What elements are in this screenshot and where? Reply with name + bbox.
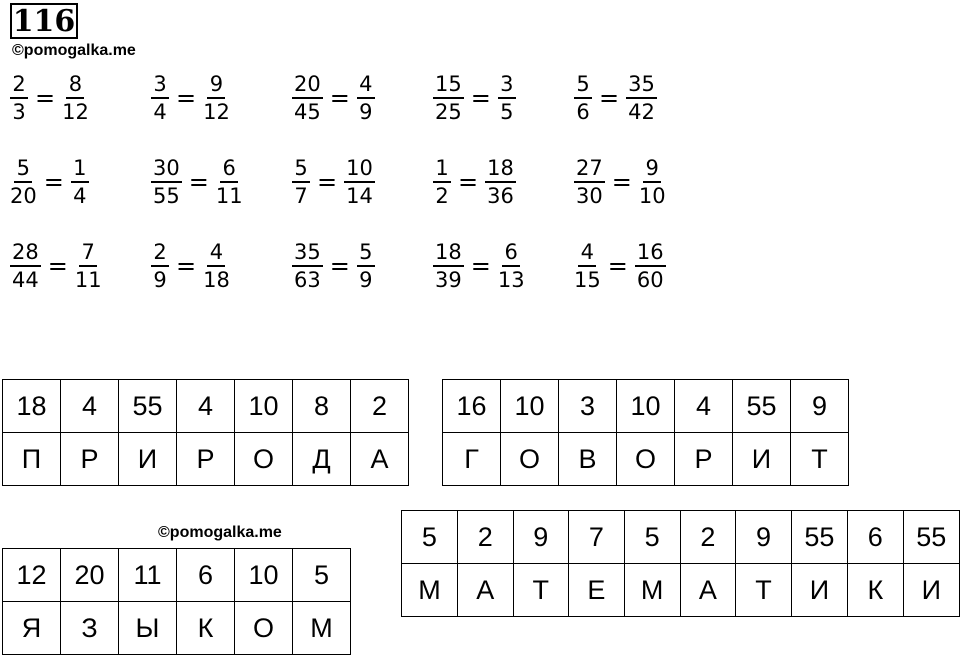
letter-cell: И	[119, 433, 177, 486]
fraction	[290, 71, 325, 125]
number-cell: 20	[61, 549, 119, 602]
letter-cell: Р	[177, 433, 235, 486]
equals-sign: =	[470, 84, 491, 112]
letter-cell: К	[848, 564, 903, 617]
numerator: 18	[433, 239, 464, 267]
numerator: 5	[574, 71, 592, 99]
denominator: 4	[153, 100, 167, 124]
numerator: 7	[79, 239, 97, 267]
denominator: 9	[153, 268, 167, 292]
equals-sign: =	[607, 252, 628, 280]
denominator: 6	[576, 100, 590, 124]
number-cell: 10	[235, 549, 293, 602]
number-cell: 18	[3, 380, 61, 433]
letter-cell: И	[733, 433, 791, 486]
letter-cell: И	[791, 564, 847, 617]
numerator: 20	[292, 71, 323, 99]
fraction	[69, 155, 91, 209]
numerator: 6	[502, 239, 520, 267]
number-cell: 12	[3, 549, 61, 602]
letter-cell: О	[235, 433, 293, 486]
numbers-row	[3, 380, 409, 433]
denominator: 42	[628, 100, 655, 124]
number-cell: 2	[457, 511, 513, 564]
letters-row	[3, 602, 351, 655]
number-cell: 7	[569, 511, 625, 564]
denominator: 55	[153, 184, 180, 208]
denominator: 14	[346, 184, 373, 208]
number-cell: 4	[177, 380, 235, 433]
denominator: 60	[636, 268, 664, 292]
fraction	[355, 71, 377, 125]
letters-row	[3, 433, 409, 486]
fraction-equality	[8, 234, 104, 298]
denominator: 5	[500, 100, 514, 124]
cipher-table-priroda	[2, 379, 409, 486]
fraction	[201, 239, 232, 293]
fraction	[496, 239, 527, 293]
fraction	[149, 239, 171, 293]
number-cell: 5	[402, 511, 458, 564]
fraction-equality	[290, 234, 377, 298]
fraction	[60, 71, 91, 125]
fraction	[496, 71, 518, 125]
letter-cell: Е	[569, 564, 625, 617]
equals-sign: =	[329, 252, 350, 280]
letter-cell: П	[3, 433, 61, 486]
letters-row	[443, 433, 849, 486]
cipher-table-yazykom	[2, 548, 351, 655]
fraction	[572, 71, 594, 125]
number-cell: 10	[617, 380, 675, 433]
fraction	[149, 155, 184, 209]
equals-sign: =	[470, 252, 491, 280]
letter-cell: Т	[513, 564, 569, 617]
letter-cell: В	[559, 433, 617, 486]
number-cell: 10	[501, 380, 559, 433]
fraction	[201, 71, 232, 125]
fraction-equality	[8, 66, 91, 130]
equals-sign: =	[317, 168, 338, 196]
numerator: 4	[357, 71, 375, 99]
watermark: ©pomogalka.me	[158, 524, 282, 541]
numerator: 16	[635, 239, 666, 267]
equals-sign: =	[611, 168, 632, 196]
number-cell: 8	[293, 380, 351, 433]
equals-sign: =	[599, 84, 620, 112]
denominator: 39	[435, 268, 462, 292]
letter-cell: Р	[61, 433, 119, 486]
denominator: 12	[62, 100, 89, 124]
numerator: 30	[151, 155, 182, 183]
equals-sign: =	[329, 84, 350, 112]
letter-cell: Г	[443, 433, 501, 486]
number-cell: 55	[733, 380, 791, 433]
fraction	[355, 239, 377, 293]
fraction	[73, 239, 104, 293]
numerator: 1	[433, 155, 451, 183]
denominator: 4	[73, 184, 87, 208]
fraction-equality	[572, 66, 659, 130]
equals-sign: =	[35, 84, 56, 112]
fraction	[431, 71, 466, 125]
number-cell: 55	[119, 380, 177, 433]
fraction-equality	[8, 150, 91, 214]
denominator: 2	[435, 184, 449, 208]
fraction-equality	[431, 234, 527, 298]
number-cell: 5	[293, 549, 351, 602]
numerator: 2	[151, 239, 169, 267]
fraction-equality	[572, 150, 668, 214]
letter-cell: К	[177, 602, 235, 655]
numbers-row	[402, 511, 960, 564]
fraction	[8, 239, 43, 293]
numerator: 10	[344, 155, 375, 183]
denominator: 7	[294, 184, 308, 208]
letter-cell: Т	[791, 433, 849, 486]
fraction-equality	[431, 150, 518, 214]
fraction	[290, 155, 312, 209]
denominator: 20	[10, 184, 37, 208]
fraction	[149, 71, 171, 125]
numerator: 5	[14, 155, 32, 183]
letter-cell: Д	[293, 433, 351, 486]
numerator: 35	[292, 239, 323, 267]
equals-sign: =	[43, 168, 64, 196]
letter-cell: М	[402, 564, 458, 617]
letter-cell: М	[624, 564, 680, 617]
equals-sign: =	[47, 252, 68, 280]
denominator: 30	[576, 184, 603, 208]
denominator: 18	[203, 268, 230, 292]
number-cell: 16	[443, 380, 501, 433]
denominator: 13	[497, 268, 525, 292]
denominator: 36	[487, 184, 514, 208]
denominator: 9	[359, 100, 373, 124]
denominator: 25	[435, 100, 462, 124]
number-cell: 11	[119, 549, 177, 602]
numerator: 6	[220, 155, 238, 183]
fraction-equality	[149, 234, 232, 298]
equals-sign: =	[176, 84, 197, 112]
numerator: 4	[207, 239, 225, 267]
fraction	[633, 239, 668, 293]
fraction	[431, 239, 466, 293]
numerator: 5	[357, 239, 375, 267]
fraction	[572, 239, 603, 293]
cipher-table-matematiki	[401, 510, 960, 617]
numerator: 35	[626, 71, 657, 99]
fraction-equality	[290, 66, 377, 130]
numerator: 9	[207, 71, 225, 99]
number-cell: 9	[513, 511, 569, 564]
letter-cell: И	[903, 564, 959, 617]
number-cell: 55	[791, 511, 847, 564]
denominator: 44	[12, 268, 39, 292]
letter-cell: Ы	[119, 602, 177, 655]
letter-cell: А	[680, 564, 736, 617]
equals-sign: =	[458, 168, 479, 196]
fraction	[624, 71, 659, 125]
number-cell: 6	[177, 549, 235, 602]
numerator: 4	[578, 239, 596, 267]
cipher-table-govorit	[442, 379, 849, 486]
fraction	[572, 155, 607, 209]
denominator: 15	[574, 268, 601, 292]
letter-cell: О	[235, 602, 293, 655]
fraction	[214, 155, 245, 209]
denominator: 9	[359, 268, 373, 292]
letter-cell: Т	[736, 564, 792, 617]
letter-cell: Р	[675, 433, 733, 486]
denominator: 3	[12, 100, 26, 124]
letter-cell: А	[351, 433, 409, 486]
number-cell: 3	[559, 380, 617, 433]
fraction	[483, 155, 518, 209]
number-cell: 2	[680, 511, 736, 564]
numerator: 18	[485, 155, 516, 183]
number-cell: 10	[235, 380, 293, 433]
numerator: 28	[10, 239, 41, 267]
equals-sign: =	[176, 252, 197, 280]
numbers-row	[443, 380, 849, 433]
numerator: 27	[574, 155, 605, 183]
number-cell: 5	[624, 511, 680, 564]
watermark: ©pomogalka.me	[12, 42, 136, 59]
equals-sign: =	[188, 168, 209, 196]
number-cell: 2	[351, 380, 409, 433]
denominator: 63	[294, 268, 321, 292]
letter-cell: А	[457, 564, 513, 617]
numerator: 5	[292, 155, 310, 183]
fraction	[342, 155, 377, 209]
numerator: 8	[66, 71, 84, 99]
denominator: 10	[638, 184, 666, 208]
numbers-row	[3, 549, 351, 602]
denominator: 45	[294, 100, 321, 124]
fraction-equality	[572, 234, 668, 298]
fraction	[290, 239, 325, 293]
fraction-equality	[290, 150, 377, 214]
numerator: 9	[643, 155, 661, 183]
number-cell: 9	[736, 511, 792, 564]
fraction	[431, 155, 453, 209]
letter-cell: Я	[3, 602, 61, 655]
fraction	[8, 71, 30, 125]
denominator: 12	[203, 100, 230, 124]
number-cell: 9	[791, 380, 849, 433]
numerator: 15	[433, 71, 464, 99]
number-cell: 4	[61, 380, 119, 433]
fraction-equality	[149, 66, 232, 130]
denominator: 11	[74, 268, 102, 292]
fraction	[8, 155, 39, 209]
letter-cell: О	[617, 433, 675, 486]
letter-cell: О	[501, 433, 559, 486]
numerator: 1	[71, 155, 89, 183]
numerator: 3	[151, 71, 169, 99]
numerator: 2	[10, 71, 28, 99]
fraction	[637, 155, 668, 209]
number-cell: 4	[675, 380, 733, 433]
letters-row	[402, 564, 960, 617]
task-number: 116	[10, 3, 78, 39]
letter-cell: З	[61, 602, 119, 655]
fraction-equality	[431, 66, 518, 130]
number-cell: 55	[903, 511, 959, 564]
number-cell: 6	[848, 511, 903, 564]
fraction-equality	[149, 150, 245, 214]
numerator: 3	[498, 71, 516, 99]
letter-cell: М	[293, 602, 351, 655]
denominator: 11	[215, 184, 243, 208]
